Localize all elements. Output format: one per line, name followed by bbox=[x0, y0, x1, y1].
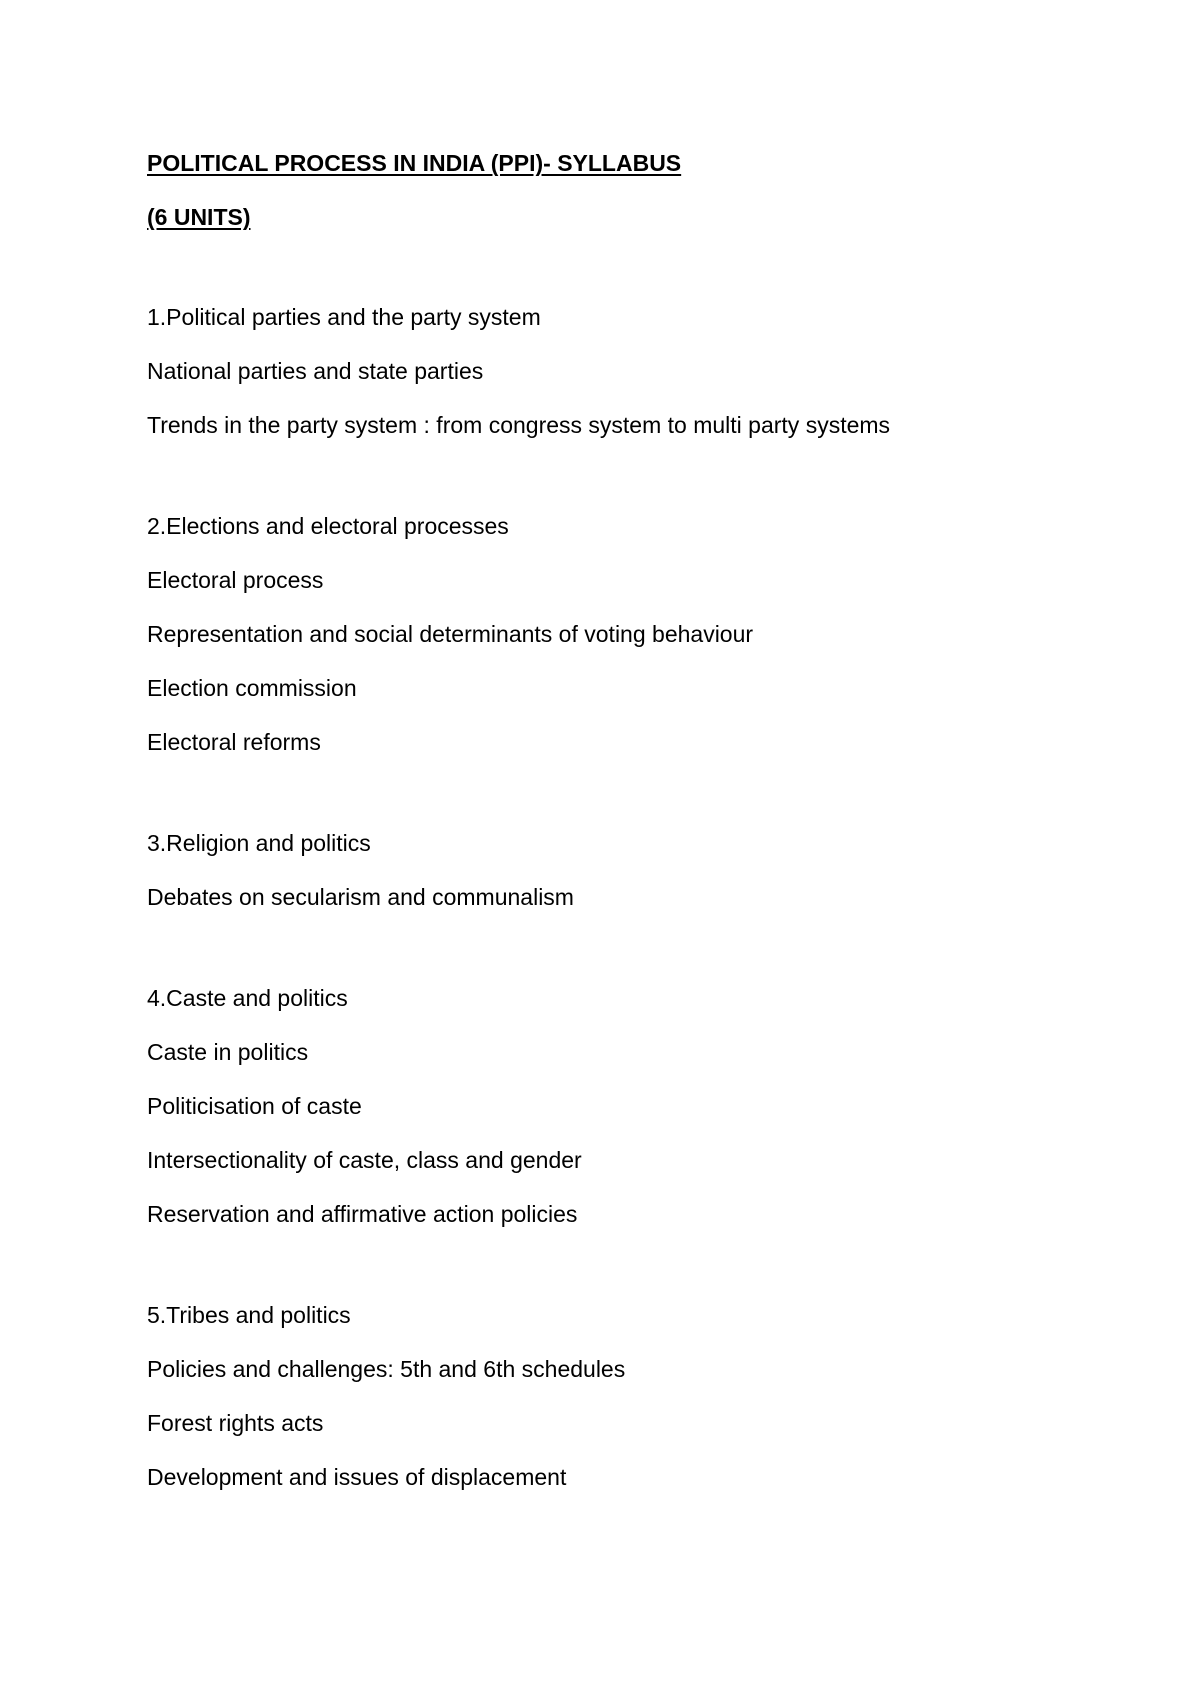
document-title: POLITICAL PROCESS IN INDIA (PPI)- SYLLABUS bbox=[147, 150, 682, 176]
unit-topic: Electoral reforms bbox=[147, 729, 321, 755]
unit-topic: Electoral process bbox=[147, 567, 324, 593]
unit-topic: Trends in the party system : from congress system to multi party systems bbox=[147, 412, 891, 438]
unit-topic: Reservation and affirmative action policies bbox=[147, 1201, 578, 1227]
unit-heading: 4.Caste and politics bbox=[147, 985, 348, 1011]
unit-topic: National parties and state parties bbox=[147, 358, 484, 384]
syllabus-document bbox=[147, 148, 1147, 1492]
unit-topic: Development and issues of displacement bbox=[147, 1464, 567, 1490]
unit-4 bbox=[147, 983, 1147, 1229]
unit-2 bbox=[147, 511, 1147, 757]
unit-topic: Policies and challenges: 5th and 6th schedules bbox=[147, 1356, 626, 1382]
unit-topic: Election commission bbox=[147, 675, 357, 701]
unit-topic: Politicisation of caste bbox=[147, 1093, 362, 1119]
unit-heading: 5.Tribes and politics bbox=[147, 1302, 351, 1328]
unit-topic: Representation and social determinants of voting behaviour bbox=[147, 621, 754, 647]
document-subtitle: (6 UNITS) bbox=[147, 204, 251, 230]
unit-topic: Caste in politics bbox=[147, 1039, 309, 1065]
unit-topic: Intersectionality of caste, class and gender bbox=[147, 1147, 582, 1173]
unit-1 bbox=[147, 302, 1147, 440]
unit-5 bbox=[147, 1300, 1147, 1492]
unit-heading: 3.Religion and politics bbox=[147, 830, 371, 856]
unit-heading: 2.Elections and electoral processes bbox=[147, 513, 509, 539]
unit-3 bbox=[147, 828, 1147, 912]
unit-topic: Debates on secularism and communalism bbox=[147, 884, 574, 910]
unit-heading: 1.Political parties and the party system bbox=[147, 304, 541, 330]
unit-topic: Forest rights acts bbox=[147, 1410, 324, 1436]
